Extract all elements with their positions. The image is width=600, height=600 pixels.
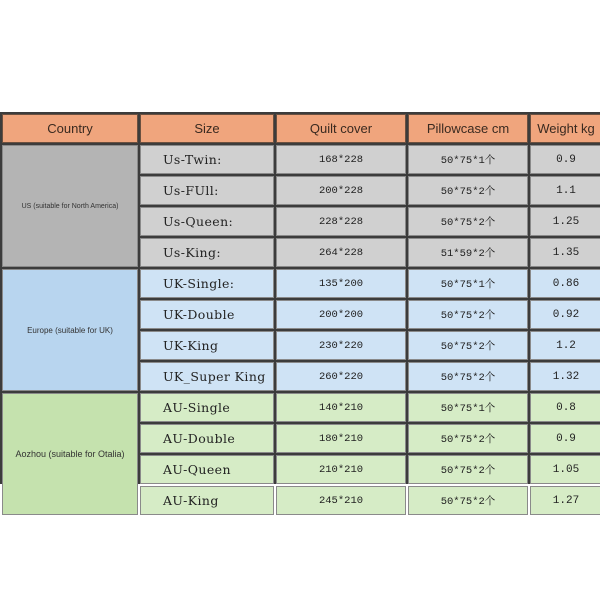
weight-cell: 0.8 [530, 393, 600, 422]
pillow-cell: 51*59*2个 [408, 238, 528, 267]
pillow-cell: 50*75*2个 [408, 486, 528, 515]
weight-cell: 1.05 [530, 455, 600, 484]
quilt-cell: 140*210 [276, 393, 406, 422]
size-cell: AU-Double [140, 424, 274, 453]
size-cell: UK_Super King [140, 362, 274, 391]
weight-cell: 0.86 [530, 269, 600, 298]
size-chart [0, 112, 600, 508]
quilt-cell: 228*228 [276, 207, 406, 236]
weight-cell: 1.35 [530, 238, 600, 267]
size-cell: Us-Queen: [140, 207, 274, 236]
size-cell: UK-Single: [140, 269, 274, 298]
quilt-cell: 210*210 [276, 455, 406, 484]
size-cell: Us-Twin: [140, 145, 274, 174]
header-quilt-cover: Quilt cover [276, 114, 406, 143]
pillow-cell: 50*75*1个 [408, 269, 528, 298]
table-row [2, 145, 600, 174]
quilt-cell: 200*228 [276, 176, 406, 205]
pillow-cell: 50*75*2个 [408, 207, 528, 236]
country-cell-us: US (suitable for North America) [2, 145, 138, 267]
size-cell: AU-King [140, 486, 274, 515]
weight-cell: 1.2 [530, 331, 600, 360]
header-size: Size [140, 114, 274, 143]
weight-cell: 1.27 [530, 486, 600, 515]
pillow-cell: 50*75*2个 [408, 176, 528, 205]
header-weight: Weight kg [530, 114, 600, 143]
weight-cell: 1.1 [530, 176, 600, 205]
header-pillowcase: Pillowcase cm [408, 114, 528, 143]
header-row [2, 114, 600, 143]
pillow-cell: 50*75*2个 [408, 424, 528, 453]
quilt-cell: 168*228 [276, 145, 406, 174]
size-cell: AU-Queen [140, 455, 274, 484]
weight-cell: 0.9 [530, 145, 600, 174]
country-cell-europe: Europe (suitable for UK) [2, 269, 138, 391]
size-cell: Us-FUll: [140, 176, 274, 205]
quilt-cell: 180*210 [276, 424, 406, 453]
size-cell: AU-Single [140, 393, 274, 422]
weight-cell: 1.25 [530, 207, 600, 236]
pillow-cell: 50*75*2个 [408, 362, 528, 391]
weight-cell: 0.9 [530, 424, 600, 453]
pillow-cell: 50*75*1个 [408, 145, 528, 174]
table-row [2, 269, 600, 298]
size-cell: UK-Double [140, 300, 274, 329]
quilt-cell: 264*228 [276, 238, 406, 267]
pillow-cell: 50*75*2个 [408, 331, 528, 360]
quilt-cell: 200*200 [276, 300, 406, 329]
size-cell: Us-King: [140, 238, 274, 267]
size-table [0, 112, 600, 517]
quilt-cell: 230*220 [276, 331, 406, 360]
pillow-cell: 50*75*2个 [408, 455, 528, 484]
quilt-cell: 135*200 [276, 269, 406, 298]
quilt-cell: 245*210 [276, 486, 406, 515]
table-row [2, 393, 600, 422]
size-cell: UK-King [140, 331, 274, 360]
weight-cell: 1.32 [530, 362, 600, 391]
pillow-cell: 50*75*2个 [408, 300, 528, 329]
weight-cell: 0.92 [530, 300, 600, 329]
country-cell-aozhou: Aozhou (suitable for Otalia) [2, 393, 138, 515]
pillow-cell: 50*75*1个 [408, 393, 528, 422]
header-country: Country [2, 114, 138, 143]
quilt-cell: 260*220 [276, 362, 406, 391]
